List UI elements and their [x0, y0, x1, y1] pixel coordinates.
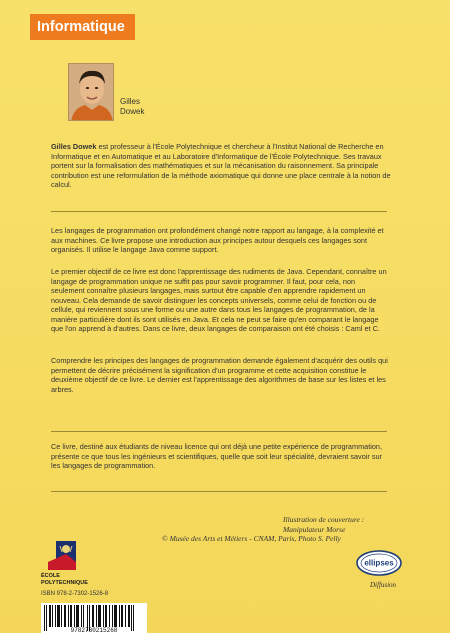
- credit-line-1: Illustration de couverture :: [283, 515, 365, 524]
- author-first-name: Gilles: [120, 97, 141, 106]
- author-last-name: Dowek: [120, 107, 145, 116]
- ellipses-logo-icon: [355, 549, 403, 577]
- isbn: ISBN 978-2-7302-1526-8: [41, 591, 109, 597]
- barcode-bars-icon: [41, 603, 147, 633]
- divider: [51, 431, 387, 432]
- ecole-label-line-1: ÉCOLE: [41, 573, 60, 579]
- cover-credit: [162, 515, 403, 544]
- description-paragraph: Comprendre les principes des langages de programmation demande également d'acquérir des outils qui permettent de décrire précisément la signification d'un programme et cette acquisition constitue le deuxième objectif de ce livre. Le dernier est l'apprentissage des algorithmes de base sur les listes et les arbres.: [51, 356, 388, 394]
- description-paragraph: Le premier objectif de ce livre est donc l'apprentissage des rudiments de Java. Cependant, connaître un langage de programmation unique ne suffit pas pour savoir programmer. Il faut, pour cela, non seulement connaître plusieurs langages, mais surtout être capable d'en apprendre rapidement un nouveau. Cela demande de savoir distinguer les concepts universels, comme celui de fonction ou de cellule, qui reviennent sous une forme ou une autre dans tous les langages de programmation, de la manière particulière dont ils sont utilisés en Java. Et cela ne peut se faire qu'en comparant le langage que l'on apprend à d'autres. Dans ce livre, deux langages de comparaison ont été choisis : Caml et C.: [51, 267, 387, 333]
- divider: [51, 491, 387, 492]
- author-photo: [68, 63, 114, 121]
- diffusion-label: Diffusion: [370, 581, 397, 589]
- category-badge: Informatique: [30, 14, 135, 40]
- author-bio: [51, 142, 391, 190]
- ecole-polytechnique-label: [41, 573, 88, 586]
- barcode: [41, 603, 147, 633]
- ecole-label-line-2: POLYTECHNIQUE: [41, 579, 88, 586]
- divider: [51, 211, 387, 212]
- description-paragraph: Ce livre, destiné aux étudiants de niveau licence qui ont déjà une petite expérience de programmation, présente ce que tous les ingénieurs et scientifiques, quelle que soit leur spécialité, devraient savoir sur les langages de programmation.: [51, 442, 383, 470]
- credit-line-2: Manipulateur Morse: [283, 524, 346, 534]
- ellipses-logo-text: ellipses: [364, 558, 394, 568]
- author-name: [120, 97, 144, 117]
- author-portrait-icon: [69, 64, 114, 121]
- author-bio-name: Gilles Dowek: [51, 142, 97, 151]
- description-paragraph: Les langages de programmation ont profondément changé notre rapport au langage, à la complexité et aux machines. Ce livre propose une introduction aux principes autour desquels ces langages sont organisés. Il utilise le langage Java comme support.: [51, 226, 384, 254]
- credit-line-3: © Musée des Arts et Métiers - CNAM, Paris, Photo S. Pelly: [162, 534, 341, 544]
- author-bio-text: est professeur à l'École Polytechnique et chercheur à l'Institut National de Recherche en Informatique et en Automatique et au Laboratoire d'Informatique de l'École Polytechnique. Ses travaux portent sur la formalisation des mathématiques et sur la mécanisation du raisonnement. Sa principale contribution est une reformulation de la méthode axiomatique qui donne une place centrale à la notion de calcul.: [51, 142, 391, 190]
- barcode-digits: 9782730215268: [70, 627, 118, 633]
